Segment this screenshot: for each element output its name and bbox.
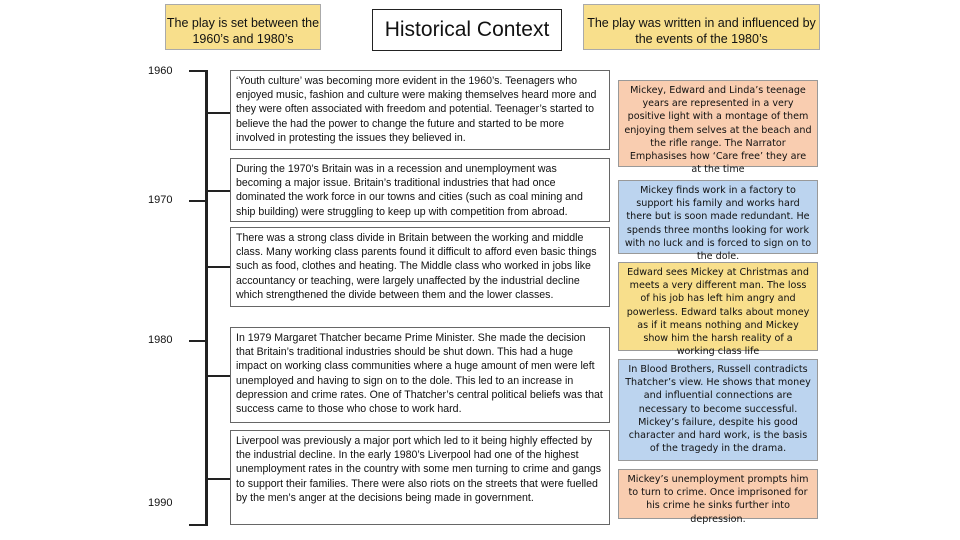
context-text: There was a strong class divide in Britain between the working and middle class. Many working class parents found it difficult to afford even basic things such as food, clothes and heating. The Middle class who worked in jobs like accountancy or teaching, were largely unaffected by the industrial decline which strengthened the divide between them and the lower classes. xyxy=(236,232,597,301)
side-note-text: Mickey’s unemployment prompts him to turn to crime. Once imprisoned for his crime he sinks further into depression. xyxy=(627,474,809,525)
context-text: During the 1970’s Britain was in a recession and unemployment was becoming a major issue. Britain’s traditional industries that had once dominated the work force in our towns and cities (such as coal mining and ship building) were struggling to keep up with competition from abroad. xyxy=(236,163,583,218)
timeline-line xyxy=(205,70,208,525)
context-box-liverpool xyxy=(230,430,610,525)
context-box-1960s xyxy=(230,70,610,150)
connector xyxy=(208,112,230,114)
side-note-text: Mickey finds work in a factory to support his family and works hard there but is soon made redundant. He spends three months looking for work with no luck and is forced to sign on to the dole. xyxy=(624,185,812,263)
timeline-tick xyxy=(189,70,208,72)
context-text: Liverpool was previously a major port which led to it being highly effected by the industrial decline. In the early 1980’s Liverpool had one of the highest unemployment rates in the country with some men turning to crime and gangs to support their families. There were also riots on the streets that were fuelled by the men’s anger at the decisions being made in government. xyxy=(236,435,602,504)
side-note-redundancy xyxy=(618,180,818,263)
year-1970: 1970 xyxy=(148,194,173,206)
timeline-tick xyxy=(189,340,208,342)
side-note-russell xyxy=(618,359,818,461)
timeline-tick xyxy=(189,200,208,202)
context-box-thatcher xyxy=(230,327,610,423)
context-box-1970s xyxy=(230,158,610,222)
page-title-text: Historical Context xyxy=(384,18,550,41)
connector xyxy=(208,375,230,377)
year-1960: 1960 xyxy=(148,65,173,77)
influence-header-text: The play was written in and influenced by the events of the 1980’s xyxy=(587,16,816,46)
setting-header-text: The play is set between the 1960’s and 1980’s xyxy=(166,16,320,46)
year-1990: 1990 xyxy=(148,497,173,509)
year-1980: 1980 xyxy=(148,334,173,346)
side-note-text: Mickey, Edward and Linda’s teenage years are represented in a very positive light with a montage of them enjoying them selves at the beach and the rifle range. The Narrator Emphasises how ‘Care free’ they are at the time xyxy=(624,85,812,176)
context-text: In 1979 Margaret Thatcher became Prime Minister. She made the decision that Britain’s traditional industries should be shut down. This had a huge impact on working class communities where a huge amount of men were left unemployed and having to sign on to the dole. This led to an increase in depression and crime rates. One of Thatcher’s central political beliefs was that success came to those who chose to work hard. xyxy=(236,332,603,416)
side-note-text: Edward sees Mickey at Christmas and meets a very different man. The loss of his job has left him angry and powerless. Edward talks about money as if it means nothing and Mickey show him the harsh reality of a working class life xyxy=(626,267,810,358)
influence-header xyxy=(583,4,820,50)
side-note-christmas xyxy=(618,262,818,358)
context-text: ‘Youth culture’ was becoming more evident in the 1960’s. Teenagers who enjoyed music, fashion and culture were making themselves heard more and they were often associated with freedom and potential. Teenager’s started to believe the had the power to change the future and started to be more involved in protesting the issues they believed in. xyxy=(236,75,597,144)
connector xyxy=(208,478,230,480)
connector xyxy=(208,266,230,268)
side-note-crime xyxy=(618,469,818,525)
side-note-teenage-years xyxy=(618,80,818,176)
setting-header xyxy=(165,4,321,50)
side-note-text: In Blood Brothers, Russell contradicts Thatcher’s view. He shows that money and influential connections are necessary to become successful. Mickey’s failure, despite his good character and hard work, is the basis of the tragedy in the drama. xyxy=(625,364,811,455)
timeline-tick xyxy=(189,524,208,526)
connector xyxy=(208,190,230,192)
context-box-class-divide xyxy=(230,227,610,307)
page-title xyxy=(372,9,562,51)
